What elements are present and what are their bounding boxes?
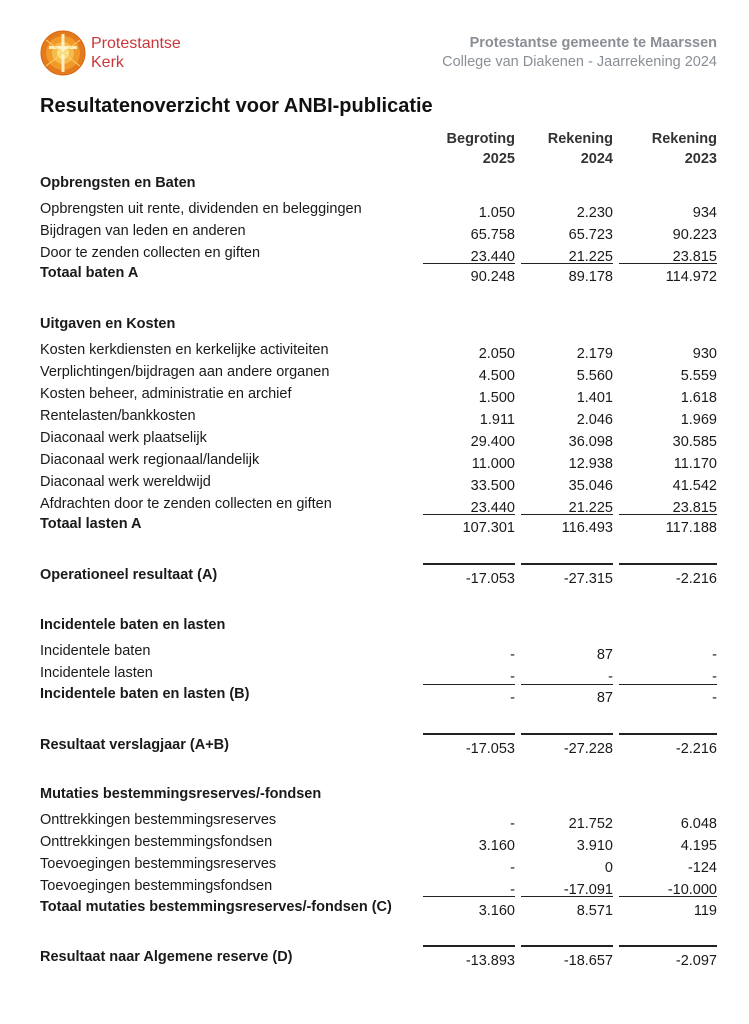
value-rekening-2024: -27.228 — [563, 741, 613, 757]
table-row — [40, 244, 717, 266]
value-rekening-2024: 2.179 — [576, 346, 613, 362]
result-rule — [521, 945, 613, 947]
table-row-result — [40, 566, 717, 588]
table-row-total — [40, 515, 717, 537]
row-label: Incidentele baten en lasten (B) — [40, 686, 250, 702]
value-rekening-2023: 1.618 — [680, 390, 717, 406]
row-label: Onttrekkingen bestemmingsreserves — [40, 812, 277, 828]
value-rekening-2024: 0 — [604, 860, 613, 876]
row-label: Operationeel resultaat (A) — [40, 567, 218, 583]
table-row — [40, 877, 717, 899]
row-label: Totaal lasten A — [40, 516, 142, 532]
value-rekening-2023: - — [712, 669, 717, 685]
value-rekening-2023: 117.188 — [665, 520, 717, 536]
logo-line1: Protestantse — [91, 35, 181, 52]
logo-line2: Kerk — [91, 54, 124, 71]
row-label: Incidentele baten — [40, 643, 151, 659]
value-rekening-2024: 5.560 — [576, 368, 613, 384]
value-begroting-2025: 2.050 — [478, 346, 515, 362]
page-title: Resultatenoverzicht voor ANBI-publicatie — [40, 95, 433, 117]
protestantse-kerk-logo-icon — [40, 30, 86, 76]
table-row — [40, 811, 717, 833]
value-begroting-2025: - — [510, 816, 515, 832]
result-rule — [423, 945, 515, 947]
row-label: Opbrengsten uit rente, dividenden en beleggingen — [40, 201, 362, 217]
row-label: Rentelasten/bankkosten — [40, 408, 196, 424]
value-begroting-2025: 23.440 — [470, 500, 515, 516]
table-row — [40, 664, 717, 686]
value-rekening-2023: 30.585 — [672, 434, 717, 450]
logo-wordmark — [91, 34, 181, 72]
value-rekening-2024: 8.571 — [576, 903, 613, 919]
value-begroting-2025: 23.440 — [470, 249, 515, 265]
row-label: Incidentele lasten — [40, 665, 153, 681]
table-row — [40, 495, 717, 517]
column-header-line1: Rekening — [651, 131, 717, 147]
value-begroting-2025: 107.301 — [462, 520, 515, 536]
value-rekening-2023: -2.216 — [675, 571, 717, 587]
row-label: Kosten beheer, administratie en archief — [40, 386, 292, 402]
table-row — [40, 833, 717, 855]
value-rekening-2024: 89.178 — [568, 269, 613, 285]
value-rekening-2024: 65.723 — [568, 227, 613, 243]
value-rekening-2023: 6.048 — [680, 816, 717, 832]
value-begroting-2025: -17.053 — [465, 571, 515, 587]
value-rekening-2024: 2.230 — [576, 205, 613, 221]
value-begroting-2025: 3.160 — [478, 903, 515, 919]
table-row-result — [40, 736, 717, 758]
header-subtitle: College van Diakenen - Jaarrekening 2024 — [442, 54, 717, 70]
table-row-total — [40, 685, 717, 707]
row-label: Bijdragen van leden en anderen — [40, 223, 246, 239]
value-rekening-2024: 35.046 — [568, 478, 613, 494]
column-header-line1: Begroting — [446, 131, 515, 147]
table-row — [40, 451, 717, 473]
section-heading-mutaties: Mutaties bestemmingsreserves/-fondsen — [40, 786, 322, 802]
row-label: Resultaat verslagjaar (A+B) — [40, 737, 229, 753]
section-heading-lasten: Uitgaven en Kosten — [40, 316, 176, 332]
column-header-line1: Rekening — [547, 131, 613, 147]
section-heading-baten: Opbrengsten en Baten — [40, 175, 196, 191]
value-rekening-2023: 114.972 — [665, 269, 717, 285]
value-rekening-2023: 23.815 — [672, 249, 717, 265]
value-rekening-2024: 87 — [596, 647, 613, 663]
result-rule — [619, 563, 717, 565]
result-rule — [619, 733, 717, 735]
value-rekening-2024: 1.401 — [576, 390, 613, 406]
value-rekening-2023: 23.815 — [672, 500, 717, 516]
value-begroting-2025: 33.500 — [470, 478, 515, 494]
table-row — [40, 363, 717, 385]
column-header-line2: 2023 — [684, 151, 717, 167]
row-label: Verplichtingen/bijdragen aan andere organen — [40, 364, 330, 380]
row-label: Diaconaal werk wereldwijd — [40, 474, 211, 490]
value-rekening-2023: 11.170 — [673, 456, 717, 472]
value-rekening-2023: -124 — [687, 860, 717, 876]
value-rekening-2024: 2.046 — [576, 412, 613, 428]
value-rekening-2023: 1.969 — [680, 412, 717, 428]
result-rule — [619, 945, 717, 947]
value-begroting-2025: - — [510, 860, 515, 876]
value-rekening-2023: -2.216 — [675, 741, 717, 757]
table-row — [40, 385, 717, 407]
value-rekening-2023: -2.097 — [675, 953, 717, 969]
value-rekening-2024: 87 — [596, 690, 613, 706]
value-begroting-2025: -17.053 — [465, 741, 515, 757]
value-begroting-2025: 1.050 — [478, 205, 515, 221]
value-rekening-2024: 21.752 — [568, 816, 613, 832]
value-rekening-2024: 21.225 — [568, 249, 613, 265]
row-label: Afdrachten door te zenden collecten en giften — [40, 496, 332, 512]
logo — [40, 30, 240, 78]
row-label: Resultaat naar Algemene reserve (D) — [40, 949, 293, 965]
value-begroting-2025: 4.500 — [478, 368, 515, 384]
table-row — [40, 642, 717, 664]
row-label: Toevoegingen bestemmingsfondsen — [40, 878, 273, 894]
column-header-line2: 2024 — [580, 151, 613, 167]
value-rekening-2024: - — [608, 669, 613, 685]
table-row — [40, 200, 717, 222]
row-label: Door te zenden collecten en giften — [40, 245, 261, 261]
value-rekening-2023: 934 — [692, 205, 717, 221]
value-begroting-2025: 29.400 — [470, 434, 515, 450]
table-row — [40, 855, 717, 877]
column-header-line2: 2025 — [482, 151, 515, 167]
result-rule — [423, 563, 515, 565]
value-begroting-2025: - — [510, 882, 515, 898]
value-begroting-2025: 65.758 — [470, 227, 515, 243]
value-rekening-2023: - — [712, 690, 717, 706]
column-header-rekening-2023 — [617, 129, 717, 169]
row-label: Kosten kerkdiensten en kerkelijke activiteiten — [40, 342, 329, 358]
document-header — [442, 34, 717, 72]
value-rekening-2023: -10.000 — [667, 882, 717, 898]
row-label: Onttrekkingen bestemmingsfondsen — [40, 834, 273, 850]
value-begroting-2025: 1.911 — [479, 412, 515, 428]
value-rekening-2024: -18.657 — [563, 953, 613, 969]
table-row — [40, 429, 717, 451]
value-begroting-2025: 11.000 — [471, 456, 515, 472]
value-rekening-2023: 119 — [693, 903, 717, 919]
value-rekening-2024: 36.098 — [568, 434, 613, 450]
subtotal-rule — [619, 896, 717, 897]
column-header-begroting-2025 — [415, 129, 515, 169]
value-begroting-2025: -13.893 — [465, 953, 515, 969]
value-rekening-2024: 12.938 — [568, 456, 613, 472]
value-rekening-2024: 116.493 — [561, 520, 613, 536]
value-rekening-2024: 21.225 — [568, 500, 613, 516]
value-begroting-2025: 90.248 — [470, 269, 515, 285]
subtotal-rule — [423, 896, 515, 897]
section-heading-incidenteel: Incidentele baten en lasten — [40, 617, 226, 633]
row-label: Totaal baten A — [40, 265, 139, 281]
value-rekening-2023: 90.223 — [672, 227, 717, 243]
value-begroting-2025: 1.500 — [478, 390, 515, 406]
value-begroting-2025: - — [510, 690, 515, 706]
result-rule — [423, 733, 515, 735]
table-row-result — [40, 948, 717, 970]
table-row — [40, 341, 717, 363]
column-header-rekening-2024 — [513, 129, 613, 169]
value-begroting-2025: - — [510, 669, 515, 685]
value-rekening-2023: 4.195 — [680, 838, 717, 854]
table-row — [40, 222, 717, 244]
table-row-total — [40, 898, 717, 920]
value-rekening-2023: 5.559 — [680, 368, 717, 384]
value-rekening-2023: 41.542 — [672, 478, 717, 494]
value-rekening-2024: -27.315 — [563, 571, 613, 587]
row-label: Toevoegingen bestemmingsreserves — [40, 856, 277, 872]
value-rekening-2023: 930 — [692, 346, 717, 362]
row-label: Diaconaal werk plaatselijk — [40, 430, 207, 446]
value-begroting-2025: 3.160 — [478, 838, 515, 854]
value-rekening-2023: - — [712, 647, 717, 663]
subtotal-rule — [521, 896, 613, 897]
row-label: Diaconaal werk regionaal/landelijk — [40, 452, 260, 468]
table-row — [40, 473, 717, 495]
result-rule — [521, 733, 613, 735]
value-begroting-2025: - — [510, 647, 515, 663]
row-label: Totaal mutaties bestemmingsreserves/-fondsen (C) — [40, 899, 392, 915]
header-organisation: Protestantse gemeente te Maarssen — [469, 35, 717, 51]
value-rekening-2024: 3.910 — [576, 838, 613, 854]
result-rule — [521, 563, 613, 565]
table-row — [40, 407, 717, 429]
table-row-total — [40, 264, 717, 286]
value-rekening-2024: -17.091 — [563, 882, 613, 898]
